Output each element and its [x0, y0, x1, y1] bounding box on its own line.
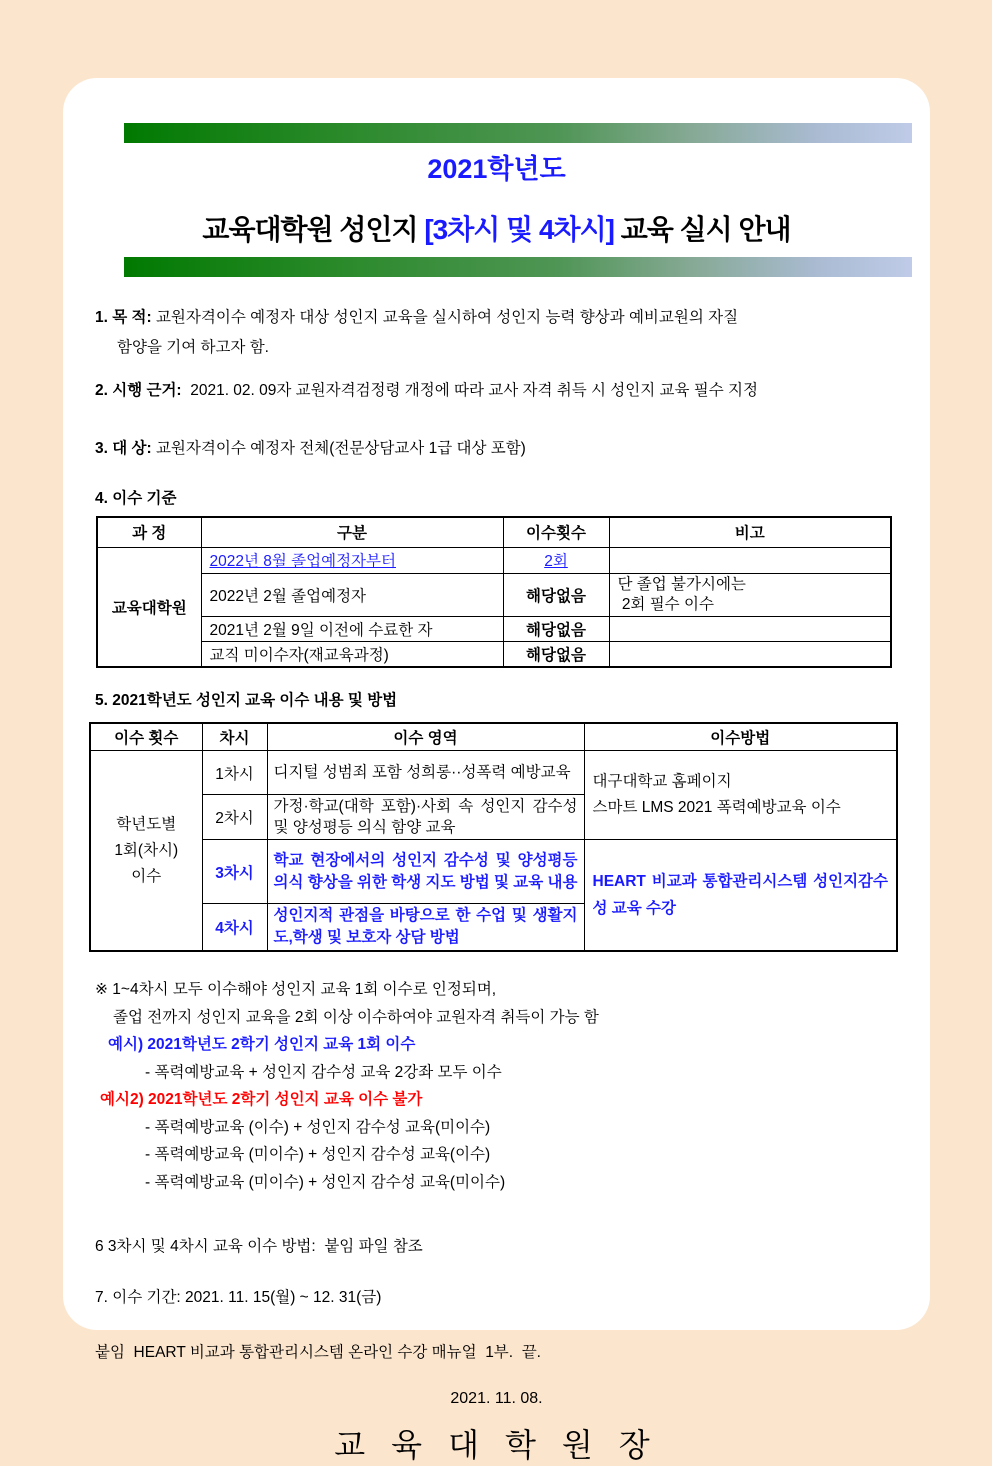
section-method-reference: 6 3차시 및 4차시 교육 이수 방법: 붙임 파일 참조 — [95, 1238, 423, 1255]
note-line1: ※ 1~4차시 모두 이수해야 성인지 교육 1회 이수로 인정되며, — [95, 981, 497, 998]
cell-count-group — [90, 751, 202, 952]
cell-method-3-4: HEART 비교과 통합관리시스템 성인지감수성 교육 수강 — [584, 840, 897, 952]
document-sheet — [63, 78, 930, 1463]
note-example1: 예시) 2021학년도 2학기 성인지 교육 1회 이수 — [108, 1036, 416, 1053]
section-basis-label: 2. 시행 근거: — [95, 382, 182, 399]
section-criteria-heading: 4. 이수 기준 — [95, 490, 177, 507]
education-content-table — [89, 722, 898, 953]
table-header-row — [90, 723, 897, 751]
cell-session: 4차시 — [202, 904, 267, 952]
note-example2-item2: - 폭력예방교육 (미이수) + 성인지 감수성 교육(이수) — [145, 1146, 491, 1163]
signature-dean: 교 육 대 학 원 장 — [334, 1427, 659, 1463]
section-purpose-text-line2: 함양을 기여 하고자 함. — [117, 339, 269, 356]
column-header-count: 이수횟수 — [503, 517, 609, 547]
cell-count: 2회 — [503, 547, 609, 573]
cell-method-line1: 대구대학교 홈페이지 — [592, 773, 732, 790]
section-target — [95, 434, 898, 464]
cell-area: 학교 현장에서의 성인지 감수성 및 양성평등 의식 향상을 위한 학생 지도 방법 및 교육 내용 — [267, 840, 584, 904]
column-header-note: 비고 — [609, 517, 891, 547]
main-title — [95, 208, 898, 248]
header-bottom-gradient-bar — [124, 257, 912, 277]
cell-category: 2021년 2월 9일 이전에 수료한 자 — [201, 616, 503, 641]
document-date: 2021. 11. 08. — [450, 1390, 543, 1407]
cell-method-1-2 — [584, 751, 897, 840]
cell-course-group: 교육대학원 — [97, 547, 201, 667]
cell-session: 1차시 — [202, 751, 267, 795]
main-title-post: 교육 실시 안내 — [613, 214, 791, 245]
main-title-pre: 교육대학원 성인지 — [202, 214, 425, 245]
document-content — [63, 78, 930, 1466]
cell-area: 성인지적 관점을 바탕으로 한 수업 및 생활지도,학생 및 보호자 상담 방법 — [267, 904, 584, 952]
cell-count-group-line1: 학년도별 — [116, 815, 177, 833]
table-header-row — [97, 517, 891, 547]
section-purpose-text: 교원자격이수 예정자 대상 성인지 교육을 실시하여 성인지 능력 향상과 예비교원의 자질 — [151, 309, 739, 326]
cell-note-line1: 단 졸업 불가시에는 — [617, 575, 746, 593]
cell-note-empty — [609, 641, 891, 667]
cell-note-line2: 2회 필수 이수 — [617, 595, 714, 613]
notes-block — [95, 976, 898, 1196]
column-header-category: 구분 — [201, 517, 503, 547]
table-row — [97, 573, 891, 616]
section-period: 7. 이수 기간: 2021. 11. 15(월) ~ 12. 31(금) — [95, 1289, 382, 1306]
cell-note-empty — [609, 547, 891, 573]
column-header-area: 이수 영역 — [267, 723, 584, 751]
cell-count-group-line2: 1회(차시) — [114, 841, 179, 859]
header-top-gradient-bar — [124, 123, 912, 143]
cell-count: 해당없음 — [503, 641, 609, 667]
cell-session: 2차시 — [202, 795, 267, 840]
section-method-heading: 5. 2021학년도 성인지 교육 이수 내용 및 방법 — [95, 691, 398, 709]
attachment-line: 붙임 HEART 비교과 통합관리시스템 온라인 수강 매뉴얼 1부. 끝. — [95, 1344, 541, 1361]
cell-category: 교직 미이수자(재교육과정) — [201, 641, 503, 667]
cell-count-group-line3: 이수 — [131, 867, 162, 885]
table-row — [97, 616, 891, 641]
note-example2: 예시2) 2021학년도 2학기 성인지 교육 이수 불가 — [100, 1091, 423, 1108]
note-example2-item1: - 폭력예방교육 (이수) + 성인지 감수성 교육(미이수) — [145, 1118, 491, 1136]
table-row — [97, 547, 891, 573]
section-target-text: 교원자격이수 예정자 전체(전문상담교사 1급 대상 포함) — [151, 440, 526, 457]
cell-method-line2: 스마트 LMS 2021 폭력예방교육 이수 — [592, 799, 841, 816]
section-basis — [95, 376, 898, 406]
column-header-course: 과 정 — [97, 517, 201, 547]
cell-session: 3차시 — [202, 840, 267, 904]
cell-category: 2022년 8월 졸업예정자부터 — [201, 547, 503, 573]
cell-note — [609, 573, 891, 616]
column-header-session: 차시 — [202, 723, 267, 751]
note-line2: 졸업 전까지 성인지 교육을 2회 이상 이수하여야 교원자격 취득이 가능 함 — [113, 1008, 599, 1026]
table-row — [90, 751, 897, 795]
cell-note-empty — [609, 616, 891, 641]
year-title: 2021학년도 — [427, 154, 566, 184]
table-row — [97, 641, 891, 667]
note-example1-item: - 폭력예방교육 + 성인지 감수성 교육 2강좌 모두 이수 — [145, 1063, 502, 1081]
cell-area: 디지털 성범죄 포함 성희롱··성폭력 예방교육 — [267, 751, 584, 795]
cell-count: 해당없음 — [503, 616, 609, 641]
note-example2-item3: - 폭력예방교육 (미이수) + 성인지 감수성 교육(미이수) — [145, 1173, 506, 1191]
section-purpose — [95, 303, 898, 363]
completion-criteria-table — [96, 516, 892, 668]
cell-count: 해당없음 — [503, 573, 609, 616]
cell-category: 2022년 2월 졸업예정자 — [201, 573, 503, 616]
section-basis-text: 2021. 02. 09자 교원자격검정령 개정에 따라 교사 자격 취득 시 성인지 교육 필수 지정 — [181, 382, 758, 399]
main-title-highlight: [3차시 및 4차시] — [424, 214, 614, 245]
column-header-count: 이수 횟수 — [90, 723, 202, 751]
section-target-label: 3. 대 상: — [95, 440, 152, 457]
section-purpose-label: 1. 목 적: — [95, 309, 152, 326]
column-header-method: 이수방법 — [584, 723, 897, 751]
table-row — [90, 840, 897, 904]
cell-area: 가정·학교(대학 포함)·사회 속 성인지 감수성 및 양성평등 의식 함양 교육 — [267, 795, 584, 840]
